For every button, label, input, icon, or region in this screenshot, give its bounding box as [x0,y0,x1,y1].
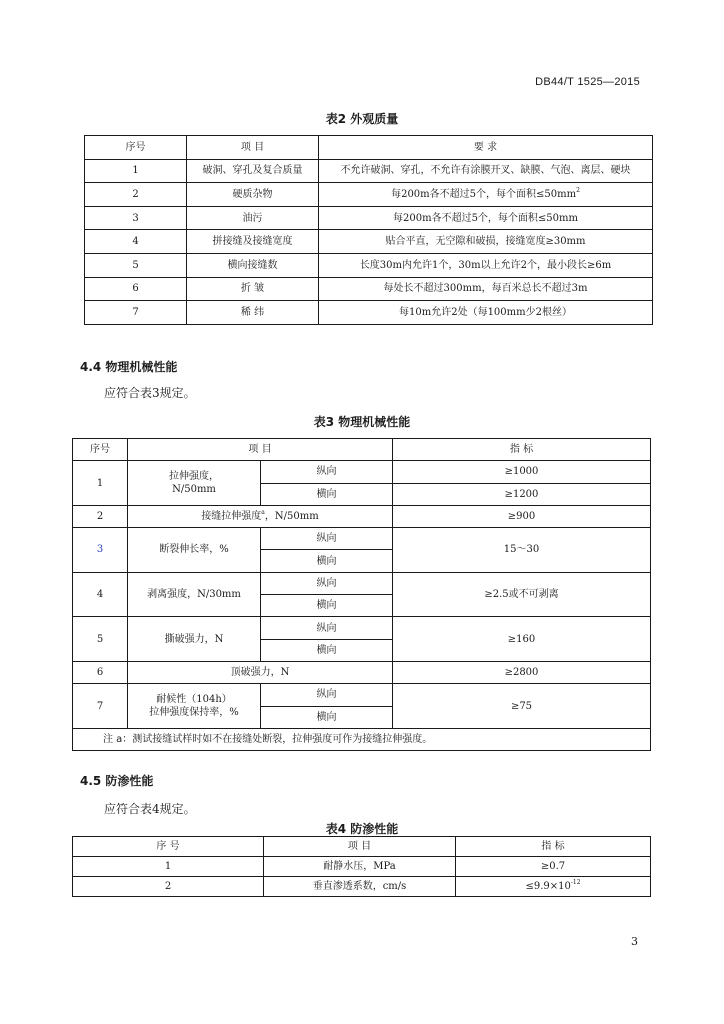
row-item: 剥离强度，N/30mm [128,572,261,617]
direction-longitudinal: 纵向 [261,684,393,706]
row-value: ≥900 [393,505,651,527]
direction-longitudinal: 纵向 [261,528,393,550]
direction-longitudinal: 纵向 [261,572,393,594]
table-row [73,528,651,550]
section-4-4-text: 应符合表3规定。 [104,386,196,400]
table-row [85,206,653,230]
table-header-row [73,837,651,857]
table-row [85,230,653,254]
table-note-row [73,728,651,750]
row-item: 横向接缝数 [187,253,319,277]
row-value: ≥0.7 [456,857,651,877]
section-4-5-text: 应符合表4规定。 [104,802,196,816]
table-header-row [73,439,651,461]
header-indicator: 指 标 [393,439,651,461]
direction-longitudinal: 纵向 [261,461,393,483]
requirement-text: 每200m各不超过5个，每个面积≤50mm [391,188,577,200]
row-no: 1 [73,461,128,506]
row-value: ≥1200 [393,483,651,505]
table-row [73,572,651,594]
row-no: 7 [73,684,128,729]
row-no: 7 [85,301,187,325]
row-no: 6 [73,661,128,683]
row-item: 断裂伸长率，% [128,528,261,573]
row-item: 耐静水压，MPa [264,857,456,877]
item-line: 耐候性（104h） [156,694,232,706]
table-header-row [85,136,653,160]
direction-longitudinal: 纵向 [261,617,393,639]
row-no: 2 [73,877,264,897]
row-item: 垂直渗透系数，cm/s [264,877,456,897]
table-row [85,253,653,277]
header-no: 序号 [73,439,128,461]
table-row [73,857,651,877]
row-no: 2 [85,183,187,207]
table-row [73,684,651,706]
direction-transverse: 横向 [261,706,393,728]
row-no: 2 [73,505,128,527]
table2-appearance-quality [84,135,653,325]
row-item: 稀 纬 [187,301,319,325]
row-item [128,684,261,729]
direction-transverse: 横向 [261,483,393,505]
table-row [73,461,651,483]
item-line: N/50mm [172,484,216,496]
table-row [73,877,651,897]
row-no: 1 [85,159,187,183]
item-unit: ，N/50mm [264,511,319,523]
table3-physical-mechanical [72,438,651,751]
row-value: ≥2.5或不可剥离 [393,572,651,617]
row-requirement: 长度30m内允许1个，30m以上允许2个，最小段长≥6m [319,253,653,277]
header-item: 项 目 [264,837,456,857]
table4-seepage-resistance [72,836,651,897]
table-row [85,277,653,301]
direction-transverse: 横向 [261,639,393,661]
row-no: 3 [85,206,187,230]
table4-caption: 表4 防渗性能 [325,822,399,836]
row-value: ≥75 [393,684,651,729]
row-requirement: 每处长不超过300mm，每百米总长不超过3m [319,277,653,301]
header-requirement: 要 求 [319,136,653,160]
item-line: 拉伸强度保持率，% [149,707,239,719]
row-item: 硬质杂物 [187,183,319,207]
row-requirement: 每200m各不超过5个，每个面积≤50mm [319,206,653,230]
row-no: 1 [73,857,264,877]
row-item: 拼接缝及接缝宽度 [187,230,319,254]
row-item: 撕破强力，N [128,617,261,662]
exponent: -12 [570,879,581,886]
table-row [73,617,651,639]
row-no: 5 [73,617,128,662]
table3-note: 注 a：测试接缝试样时如不在接缝处断裂，拉伸强度可作为接缝拉伸强度。 [73,728,651,750]
header-no: 序号 [85,136,187,160]
row-item: 油污 [187,206,319,230]
table-row [85,183,653,207]
row-item: 破洞、穿孔及复合质量 [187,159,319,183]
table-row [85,301,653,325]
section-4-5-title: 4.5 防渗性能 [80,774,154,788]
row-no: 6 [85,277,187,301]
page-number: 3 [631,935,638,948]
table-row [85,159,653,183]
header-item: 项 目 [128,439,393,461]
row-requirement [319,183,653,207]
item-text: 接缝拉伸强度 [201,511,262,523]
value-text: ≤9.9×10 [525,881,571,892]
table2-caption: 表2 外观质量 [325,112,399,126]
item-line: 拉伸强度， [169,471,219,483]
row-item: 顶破强力，N [128,661,393,683]
row-value: ≥2800 [393,661,651,683]
row-item: 折 皱 [187,277,319,301]
row-value: 15～30 [393,528,651,573]
row-no: 4 [85,230,187,254]
standard-number: DB44/T 1525—2015 [535,76,640,88]
header-indicator: 指 标 [456,837,651,857]
footnote-marker: a [261,509,265,517]
row-requirement: 贴合平直，无空隙和破损，接缝宽度≥30mm [319,230,653,254]
row-value: ≥160 [393,617,651,662]
row-no: 3 [73,528,128,573]
direction-transverse: 横向 [261,550,393,572]
row-no: 4 [73,572,128,617]
direction-transverse: 横向 [261,595,393,617]
row-no: 5 [85,253,187,277]
header-item: 项 目 [187,136,319,160]
row-item [128,505,393,527]
superscript: 2 [576,186,580,194]
header-no: 序 号 [73,837,264,857]
row-value [456,877,651,897]
table3-caption: 表3 物理机械性能 [313,415,411,429]
section-4-4-title: 4.4 物理机械性能 [80,360,178,374]
row-item [128,461,261,506]
table-row [73,661,651,683]
table-row [73,505,651,527]
row-requirement: 每10m允许2处（每100mm少2根丝） [319,301,653,325]
row-requirement: 不允许破洞、穿孔，不允许有涂膜开叉、缺膜、气泡、离层、硬块 [319,159,653,183]
row-value: ≥1000 [393,461,651,483]
